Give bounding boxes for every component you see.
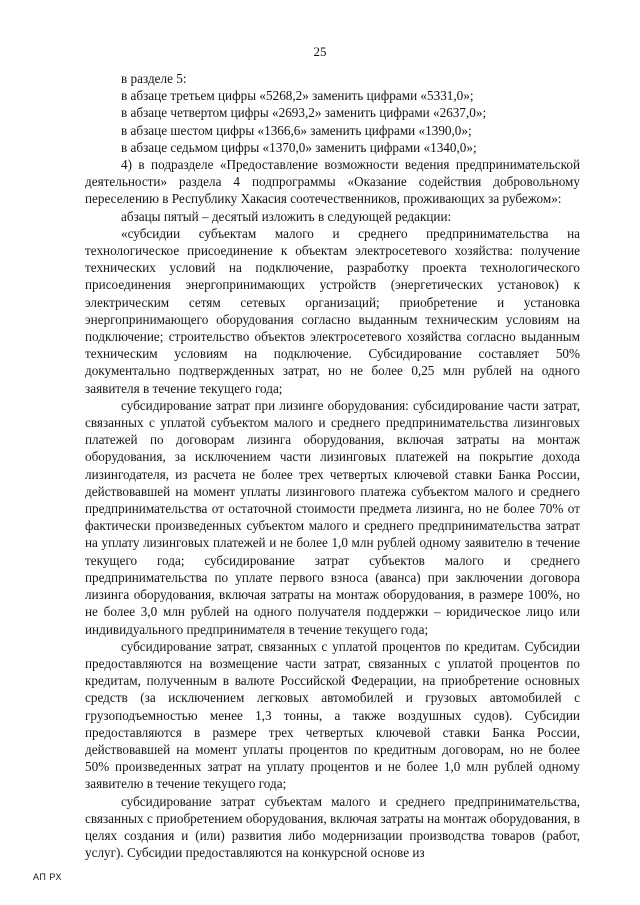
page-number: 25 (313, 44, 327, 59)
paragraph: 4) в подразделе «Предоставление возможности ведения предпринимательской деятельности» раздела 4 подпрограммы «Оказание содействия добровольному переселению в Республику Хакасия соотечественников, проживающих за рубежом»: (85, 157, 580, 207)
document-body (85, 70, 580, 861)
paragraph: в абзаце четвертом цифры «2693,2» заменить цифрами «2637,0»; (121, 105, 487, 121)
paragraph: субсидирование затрат субъектам малого и среднего предпринимательства, связанных с приобретением оборудования, включая затраты на монтаж оборудования, в целях создания и (или) развития либо модернизации производства товаров (работ, услуг). Субсидии предоставляются на конкурсной основе из (85, 793, 580, 861)
paragraph: в разделе 5: (121, 71, 187, 86)
paragraph: «субсидии субъектам малого и среднего предпринимательства на технологическое присоединение к объектам электросетевого хозяйства: получение технических условий на подключение, разработку проекта технологического присоединения энергопринимающих устройств (энергетических установок) к электрическим сетям сетевых организаций; приобретение и установка энергопринимающего оборудования согласно выданным техническим условиям на подключение; строительство объектов электросетевого хозяйства согласно выданным техническим условиям на подключение. Субсидирование составляет 50% документально подтвержденных затрат, но не более 0,25 млн рублей на одного заявителя в течение текущего года; (85, 225, 580, 396)
paragraph: субсидирование затрат, связанных с уплатой процентов по кредитам. Субсидии предоставляются на возмещение части затрат, связанных с уплатой процентов по кредитам, полученным в валюте Российской Федерации, на приобретение основных средств (за исключением легковых автомобилей и грузовых автомобилей с грузоподъемностью менее 1,3 тонны, а также воздушных судов). Субсидии предоставляются в размере трех четвертых ключевой ставки Банка России, действовавшей на момент уплаты процентов по кредитным договорам, но не более 50% произведенных затрат на уплату процентов и не более 1,0 млн рублей одному заявителю в течение текущего года; (85, 638, 580, 792)
paragraph: абзацы пятый – десятый изложить в следующей редакции: (121, 208, 452, 224)
paragraph: в абзаце седьмом цифры «1370,0» заменить цифрами «1340,0»; (121, 139, 477, 155)
paragraph: в абзаце третьем цифры «5268,2» заменить цифрами «5331,0»; (121, 88, 474, 104)
paragraph: субсидирование затрат при лизинге оборудования: субсидирование части затрат, связанных с уплатой субъектом малого и среднего предпринимательства лизинговых платежей по договорам лизинга оборудования, включая затраты на монтаж оборудования, за исключением части лизинговых платежей на покрытие дохода лизингодателя, из расчета не более трех четвертых ключевой ставки Банка России, действовавшей на момент уплаты лизингового платежа субъектом малого и среднего предпринимательства от остаточной стоимости предмета лизинга, но не более 70% от фактически произведенных субъектом малого и среднего предпринимательства затрат на уплату лизинговых платежей и не более 1,0 млн рублей одному заявителю в течение текущего года; субсидирование затрат субъектов малого и среднего предпринимательства по уплате первого взноса (аванса) при заключении договора лизинга оборудования, включая затраты на монтаж оборудования, в размере 100%, но не более 3,0 млн рублей на одного получателя поддержки – юридическое лицо или индивидуального предпринимателя в течение текущего года; (85, 397, 580, 637)
paragraph: в абзаце шестом цифры «1366,6» заменить цифрами «1390,0»; (121, 122, 472, 138)
footer-mark: АП РХ (33, 872, 62, 882)
